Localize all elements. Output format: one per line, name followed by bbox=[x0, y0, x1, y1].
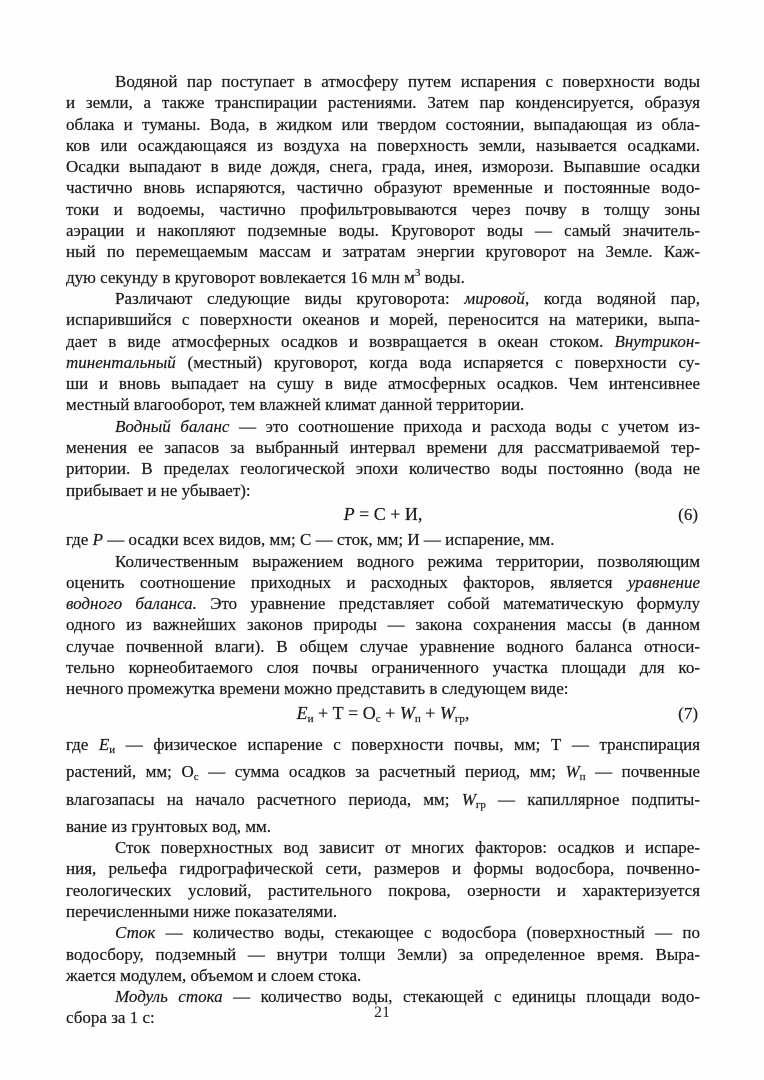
text-run: прибывает и не убывает): bbox=[66, 480, 251, 500]
text-line bbox=[66, 572, 700, 593]
text-run: одного из важнейших законов природы — закона сохранения массы (в данном bbox=[66, 615, 700, 635]
page-number: 21 bbox=[374, 1004, 390, 1021]
text-line bbox=[66, 858, 700, 879]
text-run: , bbox=[464, 702, 470, 723]
text-run: случае почвенной влаги). В общем случае уравнение водного баланса относи- bbox=[66, 636, 700, 656]
text-line bbox=[66, 657, 700, 678]
text-line bbox=[66, 551, 700, 572]
text-line bbox=[66, 309, 700, 330]
text-run: геологических условий, растительного покрова, озерности и характеризуется bbox=[66, 880, 700, 900]
page-content bbox=[66, 71, 700, 1029]
text-line bbox=[66, 373, 700, 394]
formula bbox=[344, 504, 423, 525]
text-run: + Т = О bbox=[313, 702, 376, 723]
text-line bbox=[66, 263, 700, 288]
text-run: ков или осаждающаяся из воздуха на поверхность земли, называется осадками. bbox=[66, 135, 700, 155]
formula-row bbox=[66, 504, 700, 525]
text-run: Количественным выражением водного режима территории, позволяющим bbox=[115, 551, 700, 571]
text-line bbox=[66, 636, 700, 657]
text-run: испарившийся с поверхности океанов и морей, переносится на материки, выпа- bbox=[66, 310, 700, 330]
text-line bbox=[66, 331, 700, 352]
subscript-text: с bbox=[193, 771, 199, 784]
subscript-text: гр bbox=[475, 798, 486, 811]
text-line bbox=[66, 614, 700, 635]
italic-text: W bbox=[461, 789, 476, 809]
text-run: сбора за 1 с: bbox=[66, 1008, 155, 1028]
text-run: Различают следующие виды круговорота: bbox=[115, 288, 465, 308]
text-run: тельно корнеобитаемого слоя почвы ограниченного участка площади для ко- bbox=[66, 658, 700, 678]
text-run: + bbox=[380, 702, 400, 723]
text-line bbox=[66, 761, 700, 788]
text-run: ния, рельефа гидрографической сети, размеров и формы водосбора, почвенно- bbox=[66, 859, 700, 879]
italic-text: Е bbox=[296, 702, 308, 723]
italic-text: W bbox=[439, 702, 455, 723]
italic-text: Водный баланс bbox=[115, 416, 230, 436]
paragraph-0 bbox=[66, 71, 700, 288]
text-run: токи и водоемы, частично профильтровываются через почву в толщу зоны bbox=[66, 199, 700, 219]
text-run: где bbox=[66, 530, 93, 550]
paragraph-5 bbox=[66, 551, 700, 700]
text-run: — это соотношение прихода и расхода воды с учетом из- bbox=[229, 416, 700, 436]
subscript-text: и bbox=[109, 743, 116, 756]
paragraph-2 bbox=[66, 416, 700, 501]
text-run: , когда водяной пар, bbox=[524, 288, 700, 308]
text-line bbox=[66, 901, 700, 922]
italic-text: Р bbox=[92, 530, 103, 550]
subscript-text: п bbox=[579, 771, 586, 784]
text-run: влагозапасы на начало расчетного периода, мм; bbox=[66, 789, 462, 809]
italic-text: водного баланса. bbox=[66, 594, 197, 614]
text-run: — осадки всех видов, мм; С — сток, мм; И — испарение, мм. bbox=[102, 530, 555, 550]
text-run: — количество воды, стекающей с единицы площади водо- bbox=[222, 987, 700, 1007]
text-line bbox=[66, 458, 700, 479]
paragraph-9 bbox=[66, 922, 700, 986]
text-run: оценить соотношение приходных и расходных факторов, является bbox=[66, 572, 628, 592]
text-line bbox=[66, 394, 700, 415]
superscript-text: 3 bbox=[414, 266, 421, 279]
text-run: жается модулем, объемом и слоем стока. bbox=[66, 965, 362, 985]
text-line bbox=[66, 177, 700, 198]
text-run: = С + И, bbox=[354, 503, 423, 524]
text-line bbox=[66, 288, 700, 309]
italic-text: W bbox=[565, 762, 580, 782]
text-line bbox=[66, 529, 700, 550]
text-line bbox=[66, 241, 700, 262]
text-run: Осадки выпадают в виде дождя, снега, града, инея, изморози. Выпавшие осадки bbox=[66, 157, 700, 177]
text-run: дает в виде атмосферных осадков и возвращается в океан стоком. bbox=[66, 331, 615, 351]
text-run: перечисленными ниже показателями. bbox=[66, 901, 338, 921]
text-run: и земли, а также транспирации растениями. Затем пар конденсируется, образуя bbox=[66, 93, 700, 113]
text-run: Сток поверхностных вод зависит от многих факторов: осадков и испаре- bbox=[115, 838, 700, 858]
paragraph-4 bbox=[66, 529, 700, 550]
text-line bbox=[66, 880, 700, 901]
text-run: дую секунду в круговорот вовлекается 16 млн м bbox=[66, 267, 415, 287]
equation-number: (6) bbox=[678, 504, 698, 524]
text-run: облака и туманы. Вода, в жидком или твердом состоянии, выпадающая из обла- bbox=[66, 114, 700, 134]
formula bbox=[297, 703, 470, 730]
italic-text: тинентальный bbox=[66, 352, 176, 372]
text-run: местный влагооборот, тем влажней климат данной территории. bbox=[66, 395, 525, 415]
text-run: где bbox=[66, 734, 99, 754]
paragraph-8 bbox=[66, 837, 700, 922]
text-run: аэрации и накопляют подземные воды. Круговорот воды — самый значитель- bbox=[66, 221, 700, 241]
text-run: водосбору, подземный — внутри толщи Земли) за определенное время. Выра- bbox=[66, 944, 700, 964]
text-line bbox=[66, 837, 700, 858]
italic-text: W bbox=[399, 702, 415, 723]
text-run: Водяной пар поступает в атмосферу путем испарения с поверхности воды bbox=[115, 72, 700, 91]
text-line bbox=[66, 352, 700, 373]
text-line bbox=[66, 199, 700, 220]
italic-text: мировой bbox=[464, 288, 525, 308]
text-line bbox=[66, 965, 700, 986]
italic-text: Е bbox=[98, 734, 110, 754]
text-line bbox=[66, 416, 700, 437]
text-line bbox=[66, 220, 700, 241]
text-line bbox=[66, 71, 700, 92]
italic-text: уравнение bbox=[627, 572, 700, 592]
formula-row bbox=[66, 703, 700, 730]
text-run: нечного промежутка времени можно представить в следующем виде: bbox=[66, 679, 569, 699]
text-run: частично вновь испаряются, частично образуют временные и постоянные водо- bbox=[66, 178, 700, 198]
text-line bbox=[66, 922, 700, 943]
italic-text: Р bbox=[343, 503, 355, 524]
text-run: ши и вновь выпадает на сушу в виде атмосферных осадков. Чем интенсивнее bbox=[66, 374, 700, 394]
text-run: менения ее запасов за выбранный интервал времени для рассматриваемой тер- bbox=[66, 438, 700, 458]
text-line bbox=[66, 480, 700, 501]
text-line bbox=[66, 816, 700, 837]
paragraph-1 bbox=[66, 288, 700, 416]
subscript-text: гр bbox=[454, 712, 465, 725]
text-run: растений, мм; О bbox=[66, 762, 194, 782]
italic-text: Модуль стока bbox=[115, 987, 223, 1007]
text-line bbox=[66, 789, 700, 816]
text-line bbox=[66, 593, 700, 614]
text-run: Это уравнение представляет собой математическую формулу bbox=[196, 594, 700, 614]
subscript-text: и bbox=[307, 712, 314, 725]
subscript-text: с bbox=[375, 712, 381, 725]
text-run: — физическое испарение с поверхности почвы, мм; Т — транспирация bbox=[115, 734, 700, 754]
text-line bbox=[66, 678, 700, 699]
text-line bbox=[66, 92, 700, 113]
text-run: — почвенные bbox=[585, 762, 701, 782]
text-run: воды. bbox=[420, 267, 465, 287]
text-line bbox=[66, 437, 700, 458]
italic-text: Сток bbox=[115, 923, 156, 943]
text-line bbox=[66, 114, 700, 135]
subscript-text: п bbox=[414, 712, 421, 725]
paragraph-7 bbox=[66, 734, 700, 837]
text-line bbox=[66, 135, 700, 156]
text-run: ный по перемещаемым массам и затратам энергии круговорот на Земле. Каж- bbox=[66, 242, 700, 262]
text-run: вание из грунтовых вод, мм. bbox=[66, 816, 271, 836]
text-run: — количество воды, стекающее с водосбора (поверхностный — по bbox=[155, 923, 700, 943]
equation-number: (7) bbox=[678, 703, 698, 723]
italic-text: Внутрикон- bbox=[614, 331, 700, 351]
text-run: — сумма осадков за расчетный период, мм; bbox=[198, 762, 566, 782]
text-line bbox=[66, 156, 700, 177]
text-run: + bbox=[420, 702, 440, 723]
text-run: ритории. В пределах геологической эпохи количество воды постоянно (вода не bbox=[66, 459, 700, 479]
text-run: (местный) круговорот, когда вода испаряется с поверхности су- bbox=[175, 352, 700, 372]
text-line bbox=[66, 944, 700, 965]
text-line bbox=[66, 734, 700, 761]
text-run: — капиллярное подпиты- bbox=[485, 789, 701, 809]
